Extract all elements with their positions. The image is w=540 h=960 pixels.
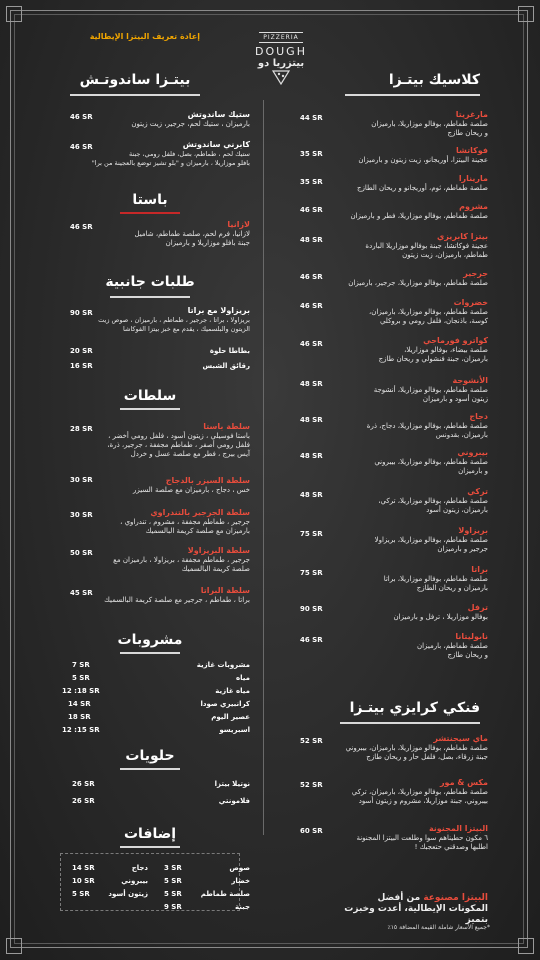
item-price: 46 SR <box>300 273 323 281</box>
item-name: نابوليتانا <box>455 632 488 641</box>
item-price: 52 SR <box>300 737 323 745</box>
item-description: جرجير ، طماطم مجففة ، مشروم ، تندراوي ، بارميزان مع صلصة كريمة البالسميك <box>120 518 250 535</box>
item-name: لازانيا <box>227 220 250 229</box>
item-name: مارينارا <box>458 174 488 183</box>
title-underline <box>340 722 480 724</box>
title-underline <box>120 846 180 848</box>
item-name: بيتزا كابريزي <box>437 232 488 241</box>
item-price: 75 SR <box>300 569 323 577</box>
menu-item <box>340 632 488 660</box>
column-divider <box>263 100 264 835</box>
item-price: 30 SR <box>70 476 93 484</box>
item-name: ستيك ساندوتش <box>187 110 250 119</box>
item-description: صلصة طماطم، بوفالو موزاريلا، براتا بارميزان و ريحان الطازج <box>383 575 488 592</box>
item-name: صلصة طماطم <box>200 890 250 898</box>
item-description: عجينة فوكاتشا، جبنة بوفالو موزاريلا الباردة طماطم، بارميزان، زيت زيتون <box>365 242 488 259</box>
item-price: 90 SR <box>300 605 323 613</box>
item-description: صلصة طماطم، بوفالو موزاريلا، بارميزان، بيبروني جبنة زرقاء، بصل، فلفل حار و ريحان طازج <box>345 744 488 761</box>
item-price: 10 SR <box>72 877 95 885</box>
corner-ornament <box>6 6 22 22</box>
item-price: 46 SR <box>70 113 93 121</box>
section-title-drinks: مشروبات <box>117 632 183 648</box>
menu-item <box>100 546 250 574</box>
item-name: زيتون أسود <box>108 890 148 898</box>
item-name: براتا <box>471 565 488 574</box>
item-price: 28 SR <box>70 425 93 433</box>
item-name: بيبروني <box>121 877 148 885</box>
item-price: 46 SR <box>70 223 93 231</box>
item-name: ماي سيجنتشر <box>433 734 488 743</box>
item-description: باستا فوسيلي ، زيتون أسود ، فلفل رومي أخضر ، فلفل رومي أصفر ، طماطم مجففة ، جرجير، ذرة، آيس بيرج ، فطر مع صلصة عسل و خردل <box>107 432 250 458</box>
item-name: خضار <box>231 877 250 885</box>
item-name: كواترو فورماجي <box>423 336 488 345</box>
item-description: بريزاولا ، براتا ، جرجير ، طماطم ، بارميزان ، صوص زيت الزيتون والبلسميك ، يقدم مع خبز بيتزا الفوكاشا <box>98 316 250 333</box>
tagline-text: من أفضل المكونات الإيطالية، أعدت وخبزت بتميز <box>344 893 488 925</box>
item-name: كرانبيري صودا <box>200 700 250 708</box>
item-name: سلطة السيزر بالدجاج <box>165 476 250 485</box>
item-name: مارغريتا <box>455 110 488 119</box>
item-name: فوكاتشا <box>455 146 488 155</box>
menu-item <box>336 734 488 762</box>
item-price: 26 SR <box>72 780 95 788</box>
item-description: صلصة طماطم، بوفالو موزاريلا، بارميزان، كوسة، باذنجان، فلفل رومي و بروكلي <box>368 308 488 325</box>
item-name: سلطة البراتا <box>200 586 250 595</box>
item-price: 3 SR <box>164 864 182 872</box>
item-price: 52 SR <box>300 781 323 789</box>
item-description: صلصة طماطم، بارميزان و ريحان طازج <box>416 642 488 659</box>
item-name: خضروات <box>453 298 488 307</box>
item-price: 48 SR <box>300 380 323 388</box>
title-underline <box>345 94 480 96</box>
item-description: عجينة البيتزا، أوريجانو، زيت زيتون و بارميزان <box>358 156 488 164</box>
item-price: 46 SR <box>70 143 93 151</box>
menu-item <box>100 422 250 459</box>
title-underline <box>120 408 180 410</box>
item-price: 35 SR <box>300 178 323 186</box>
item-name: سلطة البريزاولا <box>187 546 250 555</box>
menu-item <box>100 476 250 495</box>
item-price: 7 SR <box>72 661 90 669</box>
item-description: صلصة طماطم، بوفالو موزاريلا، أنشوجة زيتون أسود و بارميزان <box>373 386 488 403</box>
item-price: 35 SR <box>300 150 323 158</box>
section-title-salads: سلطات <box>123 388 177 404</box>
item-name: دجاج <box>131 864 148 872</box>
tagline-highlight: البيتزا مصنوعة <box>423 893 488 903</box>
item-price: 12 :18 SR <box>62 687 100 695</box>
item-description: صلصة طماطم، بوفالو موزاريلا، جرجير، بارميزان <box>348 279 488 287</box>
menu-item <box>340 603 488 622</box>
item-description: صلصة طماطم، بوفالو موزاريلا، بريزاولا جرجير و بارميزان <box>374 536 488 553</box>
item-name: عصير اليوم <box>211 713 250 721</box>
item-description: صلصة طماطم، بوفالو موزاريلا، تركي، بارميزان، زيتون أسود <box>378 497 488 514</box>
corner-ornament <box>518 938 534 954</box>
corner-ornament <box>6 938 22 954</box>
item-name: صوص <box>229 864 250 872</box>
item-price: 46 SR <box>300 302 323 310</box>
menu-item <box>340 232 488 260</box>
logo-dough: DOUGH <box>255 45 307 58</box>
item-description: صلصة طماطم، بوفالو موزاريلا، بارميزان، تركي بيبروني، جبنة موزاريلا، مشروم و زيتون أسود <box>351 788 488 805</box>
item-price: 18 SR <box>68 713 91 721</box>
item-price: 45 SR <box>70 589 93 597</box>
item-price: 48 SR <box>300 416 323 424</box>
item-price: 48 SR <box>300 236 323 244</box>
section-title-desserts: حلويات <box>125 748 175 764</box>
title-underline <box>70 94 200 96</box>
menu-item <box>340 448 488 476</box>
item-description: ستيك لحم ، طماطم، بصل، فلفل رومي، جبنة بافلو موزاريلا ، بارميزان و "بلو تشيز توضع بالعجينة من برا" <box>91 150 250 167</box>
title-underline <box>120 212 180 214</box>
menu-item <box>336 778 488 806</box>
item-name: سلطة الجرجير بالتندراوي <box>150 508 250 517</box>
item-price: 75 SR <box>300 530 323 538</box>
logo-arabic: بيتزريا دو <box>257 58 305 69</box>
menu-item <box>100 220 250 248</box>
item-name: اسبريسو <box>219 726 250 734</box>
item-price: 50 SR <box>70 549 93 557</box>
item-name: دجاج <box>469 412 488 421</box>
menu-item <box>340 565 488 593</box>
section-title-sandwich: بيتـزا ساندوتـش <box>79 72 191 88</box>
item-description: بوفالو موزاريلا ، ترفل و بارميزان <box>393 613 488 621</box>
item-price: 44 SR <box>300 114 323 122</box>
logo-pizzeria: PIZZERIA <box>259 32 302 43</box>
item-description: بارميزان ، ستيك لحم، جرجير، زيت زيتون <box>131 120 250 128</box>
item-description: صلصة طماطم، ثوم، أوريجانو و ريحان الطازج <box>356 184 488 192</box>
item-name: جبنة <box>234 903 250 911</box>
menu-item <box>70 140 250 168</box>
item-price: 60 SR <box>300 827 323 835</box>
item-name: تركي <box>467 487 488 496</box>
item-price: 20 SR <box>70 347 93 355</box>
item-name: بريزاولا <box>458 526 488 535</box>
menu-item <box>100 508 250 536</box>
item-name: مشروبات غازية <box>196 661 250 669</box>
item-description: صلصة بيضاء، بوفالو موزاريلا، بارميزان، جبنة فنشولي و ريحان طازج <box>378 346 488 363</box>
menu-item <box>336 824 488 852</box>
item-name: بطاطا حلوة <box>209 347 250 355</box>
item-description: صلصة طماطم، بوفالو موزاريلا، بيبروني و بارميزان <box>374 458 488 475</box>
menu-item <box>340 376 488 404</box>
item-price: 5 SR <box>164 877 182 885</box>
item-price: 90 SR <box>70 309 93 317</box>
menu-item <box>340 146 488 165</box>
item-price: 46 SR <box>300 340 323 348</box>
item-price: 26 SR <box>72 797 95 805</box>
menu-item <box>340 412 488 440</box>
item-price: 30 SR <box>70 511 93 519</box>
item-name: البيتزا المجنونة <box>428 824 488 833</box>
pizza-slice-icon <box>271 69 291 85</box>
menu-item <box>340 487 488 515</box>
item-name: مياه <box>236 674 250 682</box>
item-name: سلطة باستا <box>203 422 250 431</box>
menu-item <box>340 269 488 288</box>
item-name: ترفل <box>467 603 488 612</box>
vat-note: *جميع الأسعار شاملة القيمة المضافة ١٥٪ <box>387 924 490 931</box>
item-price: 46 SR <box>300 206 323 214</box>
item-description: صلصة طماطم، بوفالو موزاريلا، بارميزان و ريحان طازج <box>371 120 488 137</box>
item-name: كابرني ساندوتش <box>182 140 250 149</box>
item-price: 48 SR <box>300 491 323 499</box>
item-name: رقائق الشبس <box>202 362 250 370</box>
item-description: صلصة طماطم، بوفالو موزاريلا، دجاج، ذرة بارميزان، بقدونس <box>366 422 488 439</box>
menu-item <box>340 526 488 554</box>
corner-ornament <box>518 6 534 22</box>
item-description: خس ، دجاج ، بارميزان مع صلصة السيزر <box>133 486 250 494</box>
item-price: 46 SR <box>300 636 323 644</box>
item-description: ٦ مكون حطيناهم سوا وطلعت البيتزا المجنونة اطلبها وصدقني حتعجبك ! <box>356 834 488 851</box>
item-price: 5 SR <box>72 674 90 682</box>
item-name: مياه غازية <box>215 687 250 695</box>
logo <box>244 24 318 92</box>
item-price: 14 SR <box>72 864 95 872</box>
section-title-sides: طلبات جانبية <box>105 274 195 290</box>
item-description: براتا ، طماطم ، جرجير مع صلصة كريمة البالسميك <box>104 596 250 604</box>
item-price: 16 SR <box>70 362 93 370</box>
item-name: بريزاولا مع براتا <box>187 306 250 315</box>
menu-item <box>340 202 488 221</box>
section-title-classic: كلاسيك بيتـزا <box>388 72 480 88</box>
item-price: 9 SR <box>164 903 182 911</box>
item-name: نوتيلا بيتزا <box>214 780 250 788</box>
item-name: فلامونتي <box>218 797 250 805</box>
menu-item <box>70 306 250 334</box>
item-name: بيبروني <box>457 448 488 457</box>
tagline <box>340 893 488 926</box>
title-underline <box>120 652 180 654</box>
about-link[interactable]: إعادة تعريف البيتزا الإيطالية <box>89 32 200 41</box>
section-title-fancy: فنكي كرايزي بيتـزا <box>349 700 480 716</box>
item-price: 5 SR <box>72 890 90 898</box>
item-description: جرجير ، طماطم مجففة ، بريزاولا ، بارميزان مع صلصة كريمة البالسميك <box>113 556 250 573</box>
title-underline <box>110 296 190 298</box>
item-name: مكس & مور <box>439 778 488 787</box>
item-name: مشروم <box>459 202 488 211</box>
item-price: 5 SR <box>164 890 182 898</box>
item-price: 12 :15 SR <box>62 726 100 734</box>
menu-item <box>100 586 250 605</box>
item-description: صلصة طماطم، بوفالو موزاريلا، فطر و بارميزان <box>350 212 488 220</box>
menu-item <box>100 110 250 129</box>
title-underline <box>120 768 180 770</box>
item-price: 14 SR <box>68 700 91 708</box>
section-title-pasta: باستا <box>132 192 168 208</box>
item-price: 48 SR <box>300 452 323 460</box>
item-name: الأنشوجة <box>452 376 488 385</box>
menu-item <box>340 174 488 193</box>
menu-item <box>340 298 488 326</box>
section-title-extras: إضافات <box>123 826 177 842</box>
menu-item <box>340 110 488 138</box>
menu-item <box>340 336 488 364</box>
item-description: لازانيا، فرم لحم، صلصة طماطم، شاميل جبنة بافلو موزاريلا و بارميزان <box>134 230 250 247</box>
item-name: جرجير <box>463 269 488 278</box>
